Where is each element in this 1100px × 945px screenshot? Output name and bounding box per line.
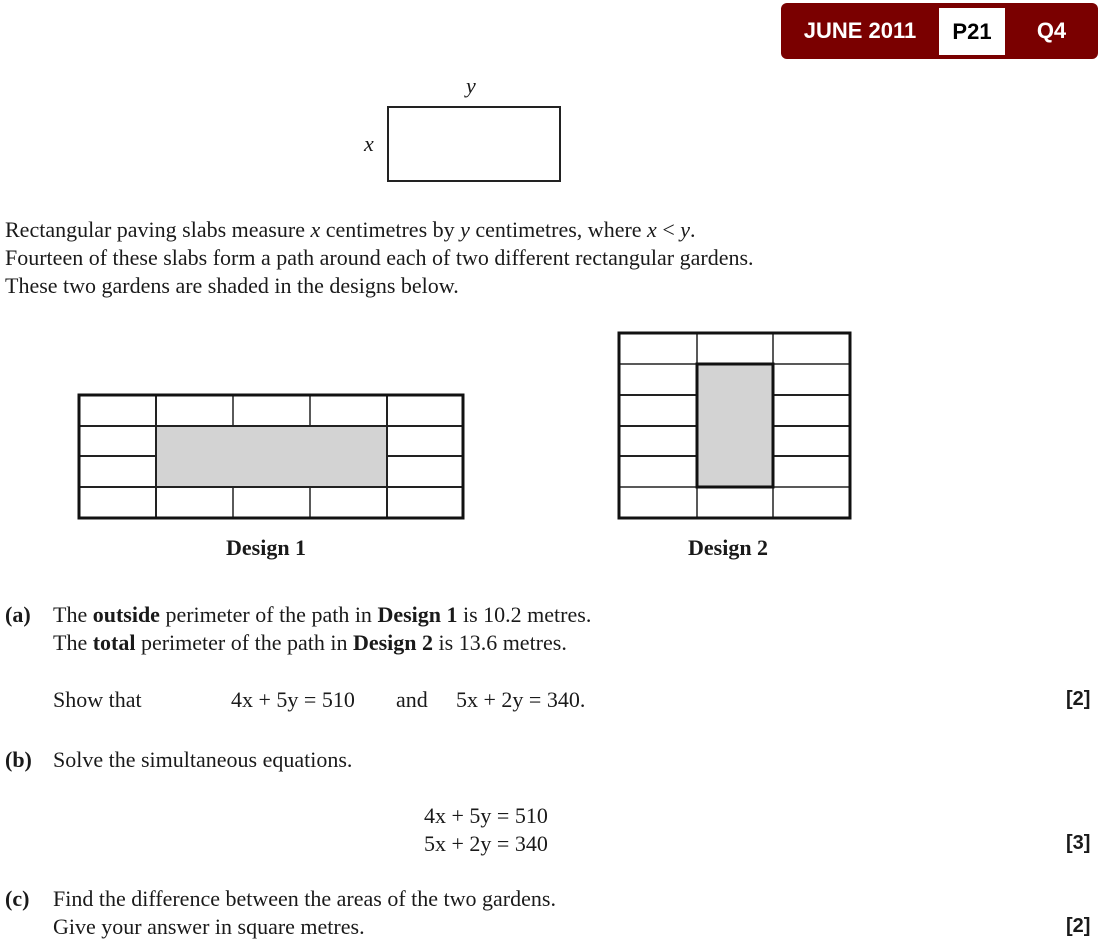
design-1-label: Design 1 (226, 535, 307, 560)
design-2-garden (697, 364, 773, 487)
part-b-equation-1: 4x + 5y = 510 (424, 803, 548, 828)
design-1-grid (79, 395, 463, 518)
text: The (53, 602, 93, 627)
emphasis: outside (92, 602, 160, 627)
emphasis: total (92, 630, 136, 655)
intro-line-3: These two gardens are shaded in the designs below. (5, 273, 459, 298)
part-b-marks: [3] (1066, 832, 1091, 854)
part-a-equation-2: 5x + 2y = 340. (456, 687, 586, 712)
part-c-line-1: Find the difference between the areas of the two gardens. (53, 886, 556, 911)
part-c-label: (c) (5, 886, 30, 911)
design-1-garden (156, 426, 387, 487)
part-a-line-2 (53, 629, 567, 657)
text: perimeter of the path in (159, 602, 378, 627)
part-b-label: (b) (5, 747, 32, 772)
var-x: x (647, 217, 657, 242)
part-a-marks: [2] (1066, 688, 1091, 710)
exam-date: JUNE 2011 (803, 18, 917, 43)
intro-line-2: Fourteen of these slabs form a path around each of two different rectangular gardens. (5, 245, 754, 270)
part-a-label: (a) (5, 602, 31, 627)
slab-width-label: y (466, 73, 476, 98)
var-y: y (460, 217, 470, 242)
slab-height-label: x (364, 131, 374, 156)
intro-text: centimetres, where (469, 217, 648, 242)
intro-text: Rectangular paving slabs measure (5, 217, 311, 242)
emphasis: Design 1 (377, 602, 458, 627)
text: is 10.2 metres. (457, 602, 592, 627)
part-c-line-2: Give your answer in square metres. (53, 914, 365, 939)
design-2-label: Design 2 (688, 535, 769, 560)
inequality-sign: < (656, 217, 681, 242)
question-number: Q4 (1036, 18, 1067, 43)
emphasis: Design 2 (352, 630, 434, 655)
text: perimeter of the path in (135, 630, 353, 655)
intro-text: centimetres by (320, 217, 461, 242)
paper-number: P21 (939, 8, 1005, 55)
part-b-text: Solve the simultaneous equations. (53, 747, 353, 772)
part-c-marks: [2] (1066, 915, 1091, 937)
var-x: x (310, 217, 321, 242)
part-a-and: and (396, 687, 428, 712)
part-b-equation-2: 5x + 2y = 340 (424, 831, 548, 856)
var-y: y (680, 217, 690, 242)
text: The (53, 630, 93, 655)
part-a-equation-1: 4x + 5y = 510 (231, 687, 355, 712)
part-a-show-that: Show that (53, 687, 142, 712)
design-2-grid (619, 333, 850, 518)
text: is 13.6 metres. (433, 630, 567, 655)
intro-text: . (690, 217, 696, 242)
part-a-line-1 (53, 601, 591, 629)
